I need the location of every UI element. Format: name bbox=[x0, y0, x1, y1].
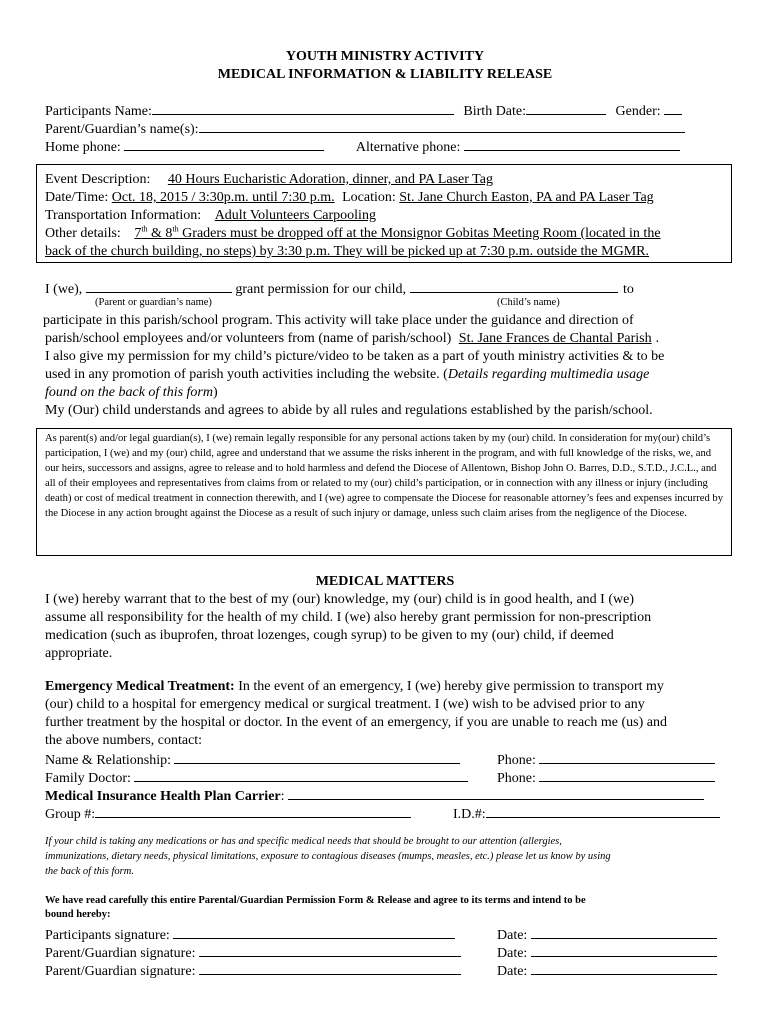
name-relationship-field[interactable] bbox=[174, 750, 460, 764]
event-transport-row bbox=[45, 207, 688, 224]
permission-line5 bbox=[45, 384, 218, 401]
parent-signature-label-1: Parent/Guardian signature: bbox=[45, 946, 196, 961]
contact-phone-label: Phone: bbox=[497, 753, 536, 768]
alt-phone-field[interactable] bbox=[464, 137, 680, 151]
parent-signature-row-1 bbox=[45, 943, 461, 962]
event-other-value-line2[interactable]: back of the church building, no steps) by 3:30 p.m. They will be picked up at 7:30 p.m. outside the MGMR. bbox=[45, 244, 649, 259]
ordinal-th: th bbox=[172, 224, 179, 234]
to-label: to bbox=[623, 282, 634, 297]
grade-seven: 7 bbox=[134, 226, 142, 241]
insurance-colon: : bbox=[280, 789, 285, 804]
ordinal-th: th bbox=[141, 224, 148, 234]
insurance-label: Medical Insurance Health Plan Carrier bbox=[45, 789, 281, 804]
medical-note-line3: the back of this form. bbox=[45, 866, 134, 877]
family-doctor-field[interactable] bbox=[134, 768, 468, 782]
contact-phone-row bbox=[497, 750, 715, 769]
doctor-phone-field[interactable] bbox=[539, 768, 715, 782]
emergency-text-1: In the event of an emergency, I (we) hereby give permission to transport my bbox=[234, 679, 664, 694]
event-description-value[interactable]: 40 Hours Eucharistic Adoration, dinner, and PA Laser Tag bbox=[167, 172, 493, 187]
parent-name-field[interactable] bbox=[199, 119, 685, 133]
grade-eight: & 8 bbox=[147, 226, 173, 241]
participant-signature-label: Participants signature: bbox=[45, 928, 170, 943]
parent-signature-field-2[interactable] bbox=[199, 961, 461, 975]
medical-matters-heading: MEDICAL MATTERS bbox=[315, 574, 455, 589]
medical-p1-line1: I (we) hereby warrant that to the best of my (our) knowledge, my (our) child is in good health, and I (we) bbox=[45, 592, 634, 607]
permission-line3: I also give my permission for my child’s picture/video to be taken as a part of youth ministry activities & to be bbox=[45, 349, 665, 364]
event-other-row bbox=[45, 225, 661, 242]
parent-name-permission-field[interactable] bbox=[86, 279, 232, 293]
event-location-label: Location: bbox=[342, 190, 396, 205]
medical-note-line2: immunizations, dietary needs, physical limitations, exposure to contagious diseases (mumps, measles, etc.) please let us know by using bbox=[45, 851, 611, 862]
agreement-line1: We have read carefully this entire Parental/Guardian Permission Form & Release and agree to its terms and intend to be bbox=[45, 895, 586, 906]
paren-close: ) bbox=[213, 385, 218, 400]
name-relationship-label: Name & Relationship: bbox=[45, 753, 171, 768]
permission-line4-text: used in any promotion of parish youth activities including the website. ( bbox=[45, 367, 448, 382]
emergency-line2: (our) child to a hospital for emergency medical or surgical treatment. I (we) wish to be advised prior to any bbox=[45, 697, 645, 712]
other-details-text: Graders must be dropped off at the Monsignor Gobitas Meeting Room (located in the bbox=[178, 226, 661, 241]
date-row-1 bbox=[497, 925, 717, 944]
permission-line4 bbox=[45, 366, 649, 383]
medical-p1-line3: medication (such as ibuprofen, throat lozenges, cough syrup) to be given to my (our) child, if deemed bbox=[45, 628, 614, 643]
birth-date-label: Birth Date: bbox=[463, 104, 527, 119]
family-doctor-label: Family Doctor: bbox=[45, 771, 131, 786]
id-row bbox=[453, 804, 720, 823]
medical-p1-line2: assume all responsibility for the health of my child. I (we) also hereby grant permission for non-prescription bbox=[45, 610, 652, 625]
home-phone-label: Home phone: bbox=[45, 140, 121, 155]
gender-field[interactable] bbox=[664, 101, 682, 115]
home-phone-field[interactable] bbox=[124, 137, 324, 151]
parent-name-row bbox=[45, 119, 685, 138]
event-datetime-value[interactable]: Oct. 18, 2015 / 3:30p.m. until 7:30 p.m. bbox=[111, 190, 335, 205]
event-location-value[interactable]: St. Jane Church Easton, PA and PA Laser Tag bbox=[399, 190, 654, 205]
alt-phone-label: Alternative phone: bbox=[355, 140, 461, 155]
permission-line6: My (Our) child understands and agrees to abide by all rules and regulations established by the parish/school. bbox=[45, 403, 653, 418]
form-title-line1: YOUTH MINISTRY ACTIVITY bbox=[285, 49, 485, 64]
emergency-line1 bbox=[45, 678, 664, 695]
date-field-1[interactable] bbox=[531, 925, 717, 939]
form-title-line2: MEDICAL INFORMATION & LIABILITY RELEASE bbox=[217, 67, 553, 82]
permission-line2-end: . bbox=[655, 331, 660, 346]
date-label-2: Date: bbox=[497, 946, 528, 961]
group-number-field[interactable] bbox=[95, 804, 411, 818]
permission-line2 bbox=[45, 330, 659, 347]
event-datetime-label: Date/Time: bbox=[45, 190, 109, 205]
date-label-3: Date: bbox=[497, 964, 528, 979]
group-row bbox=[45, 804, 411, 823]
birth-date-field[interactable] bbox=[526, 101, 606, 115]
event-transport-value[interactable]: Adult Volunteers Carpooling bbox=[214, 208, 376, 223]
medical-p1-line4: appropriate. bbox=[45, 646, 113, 661]
multimedia-note-cont: found on the back of this form bbox=[45, 385, 213, 400]
date-field-2[interactable] bbox=[531, 943, 717, 957]
parish-name-value[interactable]: St. Jane Frances de Chantal Parish bbox=[458, 331, 652, 346]
date-field-3[interactable] bbox=[531, 961, 717, 975]
parent-signature-field-1[interactable] bbox=[199, 943, 461, 957]
participant-signature-row bbox=[45, 925, 455, 944]
event-other-label: Other details: bbox=[45, 226, 121, 241]
participant-signature-field[interactable] bbox=[173, 925, 455, 939]
multimedia-note: Details regarding multimedia usage bbox=[447, 367, 650, 382]
gender-label: Gender: bbox=[615, 104, 661, 119]
phone-row bbox=[45, 137, 680, 156]
emergency-treatment-label: Emergency Medical Treatment: bbox=[45, 679, 235, 694]
event-transport-label: Transportation Information: bbox=[45, 208, 202, 223]
parent-signature-row-2 bbox=[45, 961, 461, 980]
participant-name-row bbox=[45, 101, 682, 120]
id-number-field[interactable] bbox=[486, 804, 720, 818]
emergency-line3: further treatment by the hospital or doctor. In the event of an emergency, if you are unable to reach me (us) and bbox=[45, 715, 667, 730]
name-relationship-row bbox=[45, 750, 460, 769]
doctor-phone-label: Phone: bbox=[497, 771, 536, 786]
agreement-line2: bound hereby: bbox=[45, 909, 111, 920]
emergency-line4: the above numbers, contact: bbox=[45, 733, 203, 748]
participant-name-field[interactable] bbox=[152, 101, 454, 115]
permission-line1: participate in this parish/school program. This activity will take place under the guidance and direction of bbox=[43, 313, 634, 328]
doctor-phone-row bbox=[497, 768, 715, 787]
permission-line2-text: parish/school employees and/or volunteers from (name of parish/school) bbox=[45, 331, 452, 346]
date-label-1: Date: bbox=[497, 928, 528, 943]
liability-release-text: As parent(s) and/or legal guardian(s), I (we) remain legally responsible for any personal actions taken by my (our) child. In consideration for my(our) child’s participation, I (we) and my (our) child, agree and understand that we assume the risks inherent in the program, and with full knowledge of the risks, we, and our heirs, successors and assigns, agree to release and to hold harmless and defend the Diocese of Allentown, Bishop John O. Barres, D.D., S.T.D., J.C.L., and all of their employees and representatives from claims from or related to my (our) child’s participation, or in connection with any illness or injury (including death) or cost of medical treatment in connection therewith, and I (we) agree to compensate the Diocese for reasonable attorney’s fees and expenses incurred by the Diocese in any action brought against the Diocese as a result of such injury or damage, unless such claim arises from the negligence of the Diocese. bbox=[45, 433, 724, 519]
family-doctor-row bbox=[45, 768, 468, 787]
insurance-field[interactable] bbox=[288, 786, 704, 800]
parent-signature-label-2: Parent/Guardian signature: bbox=[45, 964, 196, 979]
event-datetime-row bbox=[45, 189, 668, 206]
parent-caption: (Parent or guardian’s name) bbox=[95, 297, 212, 308]
iwe-label: I (we), bbox=[45, 282, 83, 297]
child-caption: (Child’s name) bbox=[497, 297, 560, 308]
parent-name-label: Parent/Guardian’s name(s): bbox=[45, 122, 199, 137]
group-label: Group #: bbox=[45, 807, 96, 822]
event-other-value-line1[interactable] bbox=[124, 226, 660, 241]
event-description-row bbox=[45, 171, 673, 188]
contact-phone-field[interactable] bbox=[539, 750, 715, 764]
child-name-field[interactable] bbox=[410, 279, 618, 293]
date-row-2 bbox=[497, 943, 717, 962]
grant-label: grant permission for our child, bbox=[235, 282, 406, 297]
insurance-row bbox=[45, 786, 704, 805]
participant-name-label: Participants Name: bbox=[45, 104, 152, 119]
date-row-3 bbox=[497, 961, 717, 980]
id-label: I.D.#: bbox=[453, 807, 486, 822]
event-description-label: Event Description: bbox=[45, 172, 151, 187]
permission-grant-row bbox=[45, 279, 634, 298]
medical-note-line1: If your child is taking any medications or has and specific medical needs that should be brought to our attention (allergies, bbox=[45, 836, 562, 847]
